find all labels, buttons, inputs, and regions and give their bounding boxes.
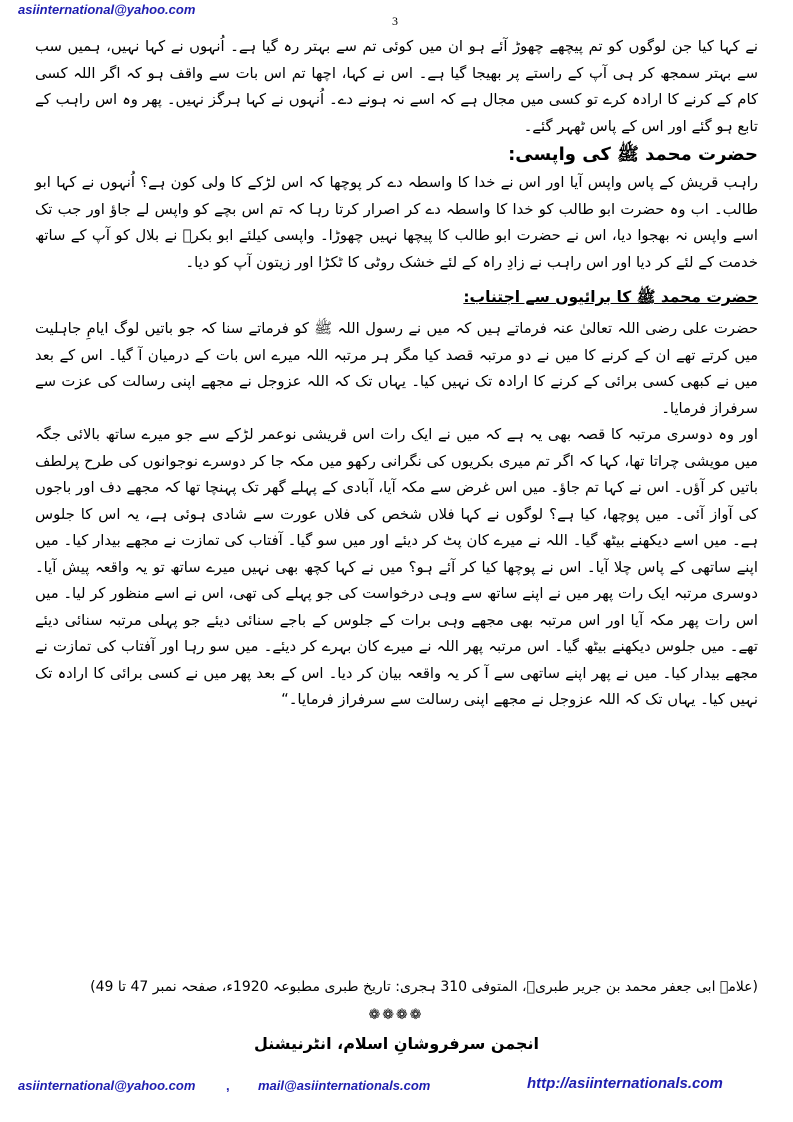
footer-email-2[interactable]: mail@asiinternationals.com	[258, 1078, 431, 1093]
footer-organization: انجمن سرفروشانِ اسلام، انٹرنیشنل	[253, 1034, 540, 1053]
citation: (علامہ ابی جعفر محمد بن جریر طبریؒ، المتوفی 310 ہجری: تاریخ طبری مطبوعہ 1920ء، صفحہ نمبر 47 تا 49)	[90, 979, 758, 995]
paragraph-2: راہب قریش کے پاس واپس آیا اور اس نے خدا کا واسطہ دے کر پوچھا کہ اس لڑکے کا ولی کون ہے؟ اُنہوں نے کہا ابو طالب۔ اب وہ حضرت ابو طالب کو خدا کا واسطہ دے کر اصرار کرتا رہا کہ تم اس بچے کو واپس لے جاؤ اور جب تک اسے واپس نہ بھجوا دیا، اس نے حضرت ابو طالب کا پیچھا نہیں چھوڑا۔ واپسی کیلئے ابو بکرؓ نے بلال کو آپ کے ساتھ خدمت کے لئے کر دیا اور اس راہب نے زادِ راہ کے لئے خشک روٹی کا ٹکڑا اور زیتون آپ کو دیا۔	[35, 174, 758, 271]
page-number: 3	[392, 14, 398, 28]
article-body	[35, 34, 758, 714]
paragraph-3: حضرت علی رضی اللہ تعالیٰ عنہ فرماتے ہیں کہ میں نے رسول اللہ ﷺ کو فرماتے سنا کہ جو باتیں لوگ ایامِ جاہلیت میں کرتے تھے ان کے کرنے کا میں نے دو مرتبہ قصد کیا مگر ہر مرتبہ اللہ میرے اس بات کے درمیان آ گیا۔ اس کے بعد میں نے کبھی کسی برائی کے کرنے کا ارادہ تک نہیں کیا۔ یہاں تک کہ اللہ عزوجل نے مجھے اپنی رسالت کی عزت سے سرفراز فرمایا۔	[35, 320, 758, 417]
heading-return: حضرت محمد ﷺ کی واپسی:	[508, 144, 758, 165]
header-email[interactable]: asiinternational@yahoo.com	[18, 2, 196, 17]
heading-avoidance-text: حضرت محمد ﷺ کا برائیوں سے اجتناب:	[463, 288, 758, 306]
footer-email-1[interactable]: asiinternational@yahoo.com	[18, 1078, 196, 1093]
footer-website-link[interactable]: http://asiinternationals.com	[527, 1075, 723, 1092]
paragraph-1: نے کہا کیا جن لوگوں کو تم پیچھے چھوڑ آئے ہو ان میں کوئی تم سے بہتر رہ گیا ہے۔ اُنہوں نے کہا نہیں، ہمیں سب سے بہتر سمجھ کر ہی آپ کے راستے پر بھیجا گیا ہے۔ اس نے کہا، اچھا تم اس بات سے واقف ہو کہ اگر اللہ کسی کام کے کرنے کا ارادہ کرے تو کسی میں مجال ہے کہ اسے نہ ہونے دے۔ اُنہوں نے کہا ہرگز نہیں۔ پھر وہ اس راہب کے تابع ہو گئے اور اس کے پاس ٹھہر گئے۔	[35, 38, 758, 135]
paragraph-4: اور وہ دوسری مرتبہ کا قصہ بھی یہ ہے کہ میں نے ایک رات اس قریشی نوعمر لڑکے سے جو میرے ساتھ بالائی جگہ میں مویشی چراتا تھا، کہا کہ اگر تم میری بکریوں کی نگرانی رکھو میں مکہ جا کر دوسرے نوجوانوں کی طرح پرلطف باتیں کر آؤں۔ اس نے کہا تم جاؤ۔ میں اس غرض سے مکہ آیا، آبادی کے پہلے گھر تک پہنچا تھا کہ مجھے دف اور باجوں کی آواز آئی۔ میں پوچھا، کیا ہے؟ لوگوں نے کہا فلاں شخص کی فلاں عورت سے شادی ہوئی ہے، یہ اس کا جلوس ہے۔ میں اسے دیکھنے بیٹھ گیا۔ اللہ نے میرے کان پٹ کر دیئے اور میں سو گیا۔ آفتاب کی تمازت نے مجھے بیدار کیا۔ میں اپنے ساتھی کے پاس چلا آیا۔ اس نے پوچھا کیا کر آئے ہو؟ میں نے کہا کچھ بھی نہیں میرے ساتھ تو یہ واقعہ پیش آیا۔ دوسری مرتبہ ایک رات پھر میں نے اپنے ساتھ سے وہی درخواست کی جو پہلے کی تھی، اس نے اسے منظور کر لیا۔ میں اس رات پھر مکہ آیا اور اس مرتبہ بھی مجھے وہی برات کے جلوس کے باجے سنائی دیئے جو پہلی مرتبہ سنائی دیئے تھے۔ میں جلوس دیکھنے بیٹھ گیا۔ اس مرتبہ پھر اللہ نے میرے کان بہرے کر دیئے۔ میں سو رہا اور آفتاب کی تمازت نے مجھے بیدار کیا۔ میں نے پھر اپنے ساتھی سے آ کر یہ واقعہ بیان کر دیا۔ اس کے بعد پھر میں نے کسی برائی کا ارادہ تک نہیں کیا۔ یہاں تک کہ اللہ عزوجل نے مجھے اپنی رسالت سے سرفراز فرمایا۔“	[35, 426, 758, 708]
heading-avoidance	[35, 282, 758, 312]
flower-ornament-icon: ❁❁❁❁	[368, 1007, 424, 1023]
footer-separator: ,	[226, 1078, 230, 1093]
